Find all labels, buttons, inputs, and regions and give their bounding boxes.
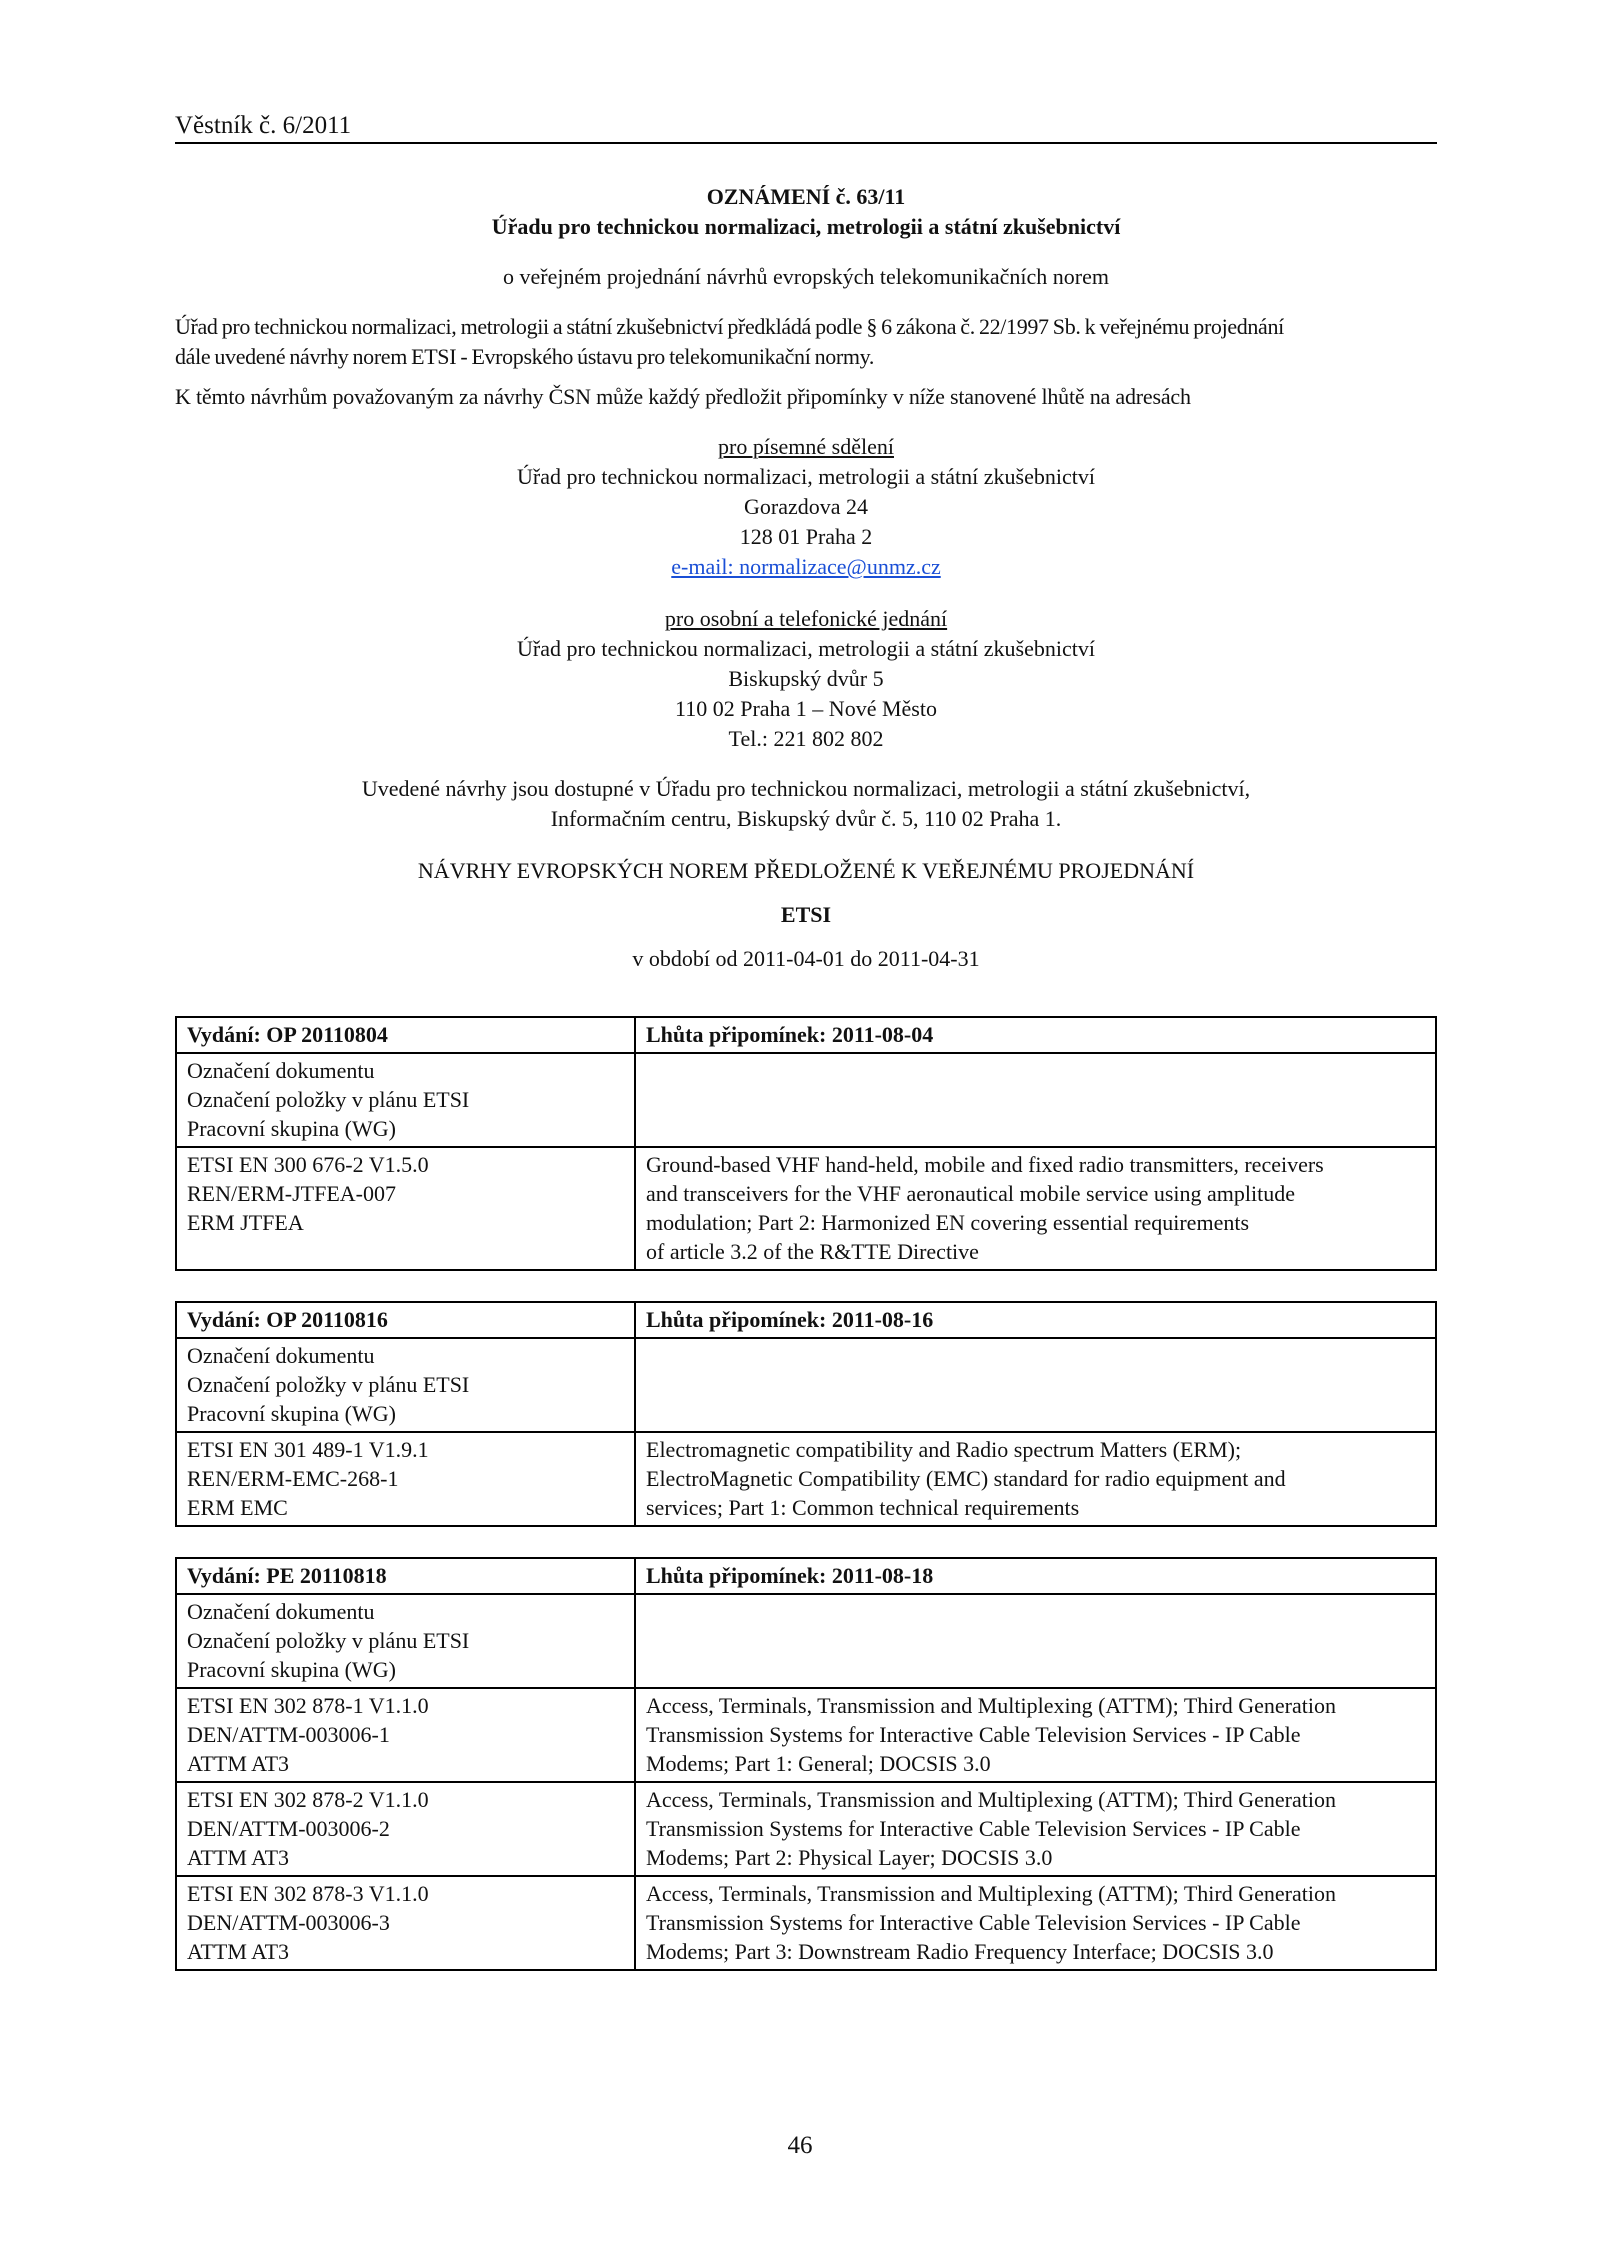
entry-wg: ERM JTFEA: [187, 1210, 304, 1235]
section-org: ETSI: [780, 902, 832, 927]
address-city: 110 02 Praha 1 – Nové Město: [675, 696, 937, 721]
entry-item: DEN/ATTM-003006-3: [187, 1910, 390, 1935]
title-line: Transmission Systems for Interactive Cable Television Services - IP Cable: [646, 1722, 1301, 1747]
entry-item: DEN/ATTM-003006-2: [187, 1816, 390, 1841]
designation-cell: [176, 1688, 635, 1782]
entry-item: DEN/ATTM-003006-1: [187, 1722, 390, 1747]
title-line: Modems; Part 3: Downstream Radio Frequency Interface; DOCSIS 3.0: [646, 1939, 1274, 1964]
designation-cell: [176, 1147, 635, 1270]
standards-tables: [175, 1016, 1437, 1971]
table-row: [176, 1147, 1436, 1270]
intro-paragraph: [175, 312, 1437, 372]
entry-doc: ETSI EN 302 878-3 V1.1.0: [187, 1881, 429, 1906]
deadline-cell: Lhůta připomínek: 2011-08-18: [635, 1558, 1436, 1594]
title-cell: [635, 1688, 1436, 1782]
entry-wg: ATTM AT3: [187, 1939, 290, 1964]
title-cell: [635, 1147, 1436, 1270]
empty-cell: [635, 1338, 1436, 1432]
entry-doc: ETSI EN 302 878-2 V1.1.0: [187, 1787, 429, 1812]
table-row: [176, 1432, 1436, 1526]
label-doc: Označení dokumentu: [187, 1599, 375, 1624]
address-city: 128 01 Praha 2: [739, 524, 873, 549]
table-label-row: [176, 1053, 1436, 1147]
label-wg: Pracovní skupina (WG): [187, 1401, 396, 1426]
title-cell: [635, 1432, 1436, 1526]
deadline-cell: Lhůta připomínek: 2011-08-16: [635, 1302, 1436, 1338]
title-cell: [635, 1876, 1436, 1970]
label-cell: [176, 1053, 635, 1147]
document-body: [175, 182, 1437, 2001]
empty-cell: [635, 1053, 1436, 1147]
address-org: Úřad pro technickou normalizaci, metrologii a státní zkušebnictví: [517, 464, 1095, 489]
label-item: Označení položky v plánu ETSI: [187, 1087, 470, 1112]
entry-item: REN/ERM-JTFEA-007: [187, 1181, 396, 1206]
availability-note: [175, 774, 1437, 834]
title-line: modulation; Part 2: Harmonized EN covering essential requirements: [646, 1210, 1250, 1235]
table-row: [176, 1876, 1436, 1970]
table-row: [176, 1688, 1436, 1782]
address-org: Úřad pro technickou normalizaci, metrologii a státní zkušebnictví: [517, 636, 1095, 661]
comments-paragraph: K těmto návrhům považovaným za návrhy ČSN může každý předložit připomínky v níže stanovené lhůtě na adresách: [175, 384, 1191, 409]
intro-line: dále uvedené návrhy norem ETSI - Evropského ústavu pro telekomunikační normy.: [175, 344, 875, 369]
title-line: ElectroMagnetic Compatibility (EMC) standard for radio equipment and: [646, 1466, 1286, 1491]
title-line: Access, Terminals, Transmission and Multiplexing (ATTM); Third Generation: [646, 1693, 1336, 1718]
standards-table: [175, 1016, 1437, 1271]
designation-cell: [176, 1432, 635, 1526]
title-line: Ground-based VHF hand-held, mobile and fixed radio transmitters, receivers: [646, 1152, 1324, 1177]
issue-cell: Vydání: OP 20110804: [176, 1017, 635, 1053]
address-written: [175, 432, 1437, 582]
label-doc: Označení dokumentu: [187, 1058, 375, 1083]
section-period: v období od 2011-04-01 do 2011-04-31: [632, 946, 980, 971]
table-row: [176, 1782, 1436, 1876]
issue-cell: Vydání: OP 20110816: [176, 1302, 635, 1338]
title-line: of article 3.2 of the R&TTE Directive: [646, 1239, 979, 1264]
email-link[interactable]: e-mail: normalizace@unmz.cz: [671, 554, 941, 579]
standards-table: [175, 1301, 1437, 1527]
entry-wg: ATTM AT3: [187, 1751, 290, 1776]
deadline-cell: Lhůta připomínek: 2011-08-04: [635, 1017, 1436, 1053]
table-header-row: [176, 1017, 1436, 1053]
section-heading: NÁVRHY EVROPSKÝCH NOREM PŘEDLOŽENÉ K VEŘEJNÉMU PROJEDNÁNÍ: [417, 858, 1195, 883]
label-item: Označení položky v plánu ETSI: [187, 1628, 470, 1653]
title-line: Transmission Systems for Interactive Cable Television Services - IP Cable: [646, 1910, 1301, 1935]
label-wg: Pracovní skupina (WG): [187, 1657, 396, 1682]
table-header-row: [176, 1558, 1436, 1594]
address-street: Gorazdova 24: [743, 494, 868, 519]
entry-wg: ERM EMC: [187, 1495, 288, 1520]
designation-cell: [176, 1782, 635, 1876]
address-street: Biskupský dvůr 5: [728, 666, 884, 691]
entry-doc: ETSI EN 302 878-1 V1.1.0: [187, 1693, 429, 1718]
table-header-row: [176, 1302, 1436, 1338]
entry-wg: ATTM AT3: [187, 1845, 290, 1870]
title-cell: [635, 1782, 1436, 1876]
label-wg: Pracovní skupina (WG): [187, 1116, 396, 1141]
title-line: services; Part 1: Common technical requirements: [646, 1495, 1080, 1520]
title-line: Access, Terminals, Transmission and Multiplexing (ATTM); Third Generation: [646, 1881, 1336, 1906]
page-number: 46: [787, 2132, 813, 2159]
label-doc: Označení dokumentu: [187, 1343, 375, 1368]
address-heading: pro písemné sdělení: [718, 434, 894, 459]
entry-doc: ETSI EN 301 489-1 V1.9.1: [187, 1437, 429, 1462]
address-heading: pro osobní a telefonické jednání: [664, 606, 948, 631]
notice-title: OZNÁMENÍ č. 63/11: [706, 184, 906, 209]
title-line: Electromagnetic compatibility and Radio spectrum Matters (ERM);: [646, 1437, 1242, 1462]
designation-cell: [176, 1876, 635, 1970]
address-personal: [175, 604, 1437, 754]
entry-doc: ETSI EN 300 676-2 V1.5.0: [187, 1152, 429, 1177]
running-header: Věstník č. 6/2011: [175, 112, 1437, 144]
empty-cell: [635, 1594, 1436, 1688]
title-line: and transceivers for the VHF aeronautical mobile service using amplitude: [646, 1181, 1295, 1206]
notice-subject: o veřejném projednání návrhů evropských telekomunikačních norem: [502, 264, 1110, 289]
label-cell: [176, 1594, 635, 1688]
issue-cell: Vydání: PE 20110818: [176, 1558, 635, 1594]
standards-table: [175, 1557, 1437, 1971]
label-cell: [176, 1338, 635, 1432]
availability-line: Uvedené návrhy jsou dostupné v Úřadu pro technickou normalizaci, metrologii a státní zkušebnictví,: [361, 776, 1251, 801]
title-line: Transmission Systems for Interactive Cable Television Services - IP Cable: [646, 1816, 1301, 1841]
label-item: Označení položky v plánu ETSI: [187, 1372, 470, 1397]
entry-item: REN/ERM-EMC-268-1: [187, 1466, 399, 1491]
notice-authority: Úřadu pro technickou normalizaci, metrologii a státní zkušebnictví: [491, 214, 1121, 239]
title-line: Modems; Part 1: General; DOCSIS 3.0: [646, 1751, 991, 1776]
address-phone: Tel.: 221 802 802: [728, 726, 884, 751]
title-line: Modems; Part 2: Physical Layer; DOCSIS 3.0: [646, 1845, 1053, 1870]
title-line: Access, Terminals, Transmission and Multiplexing (ATTM); Third Generation: [646, 1787, 1336, 1812]
availability-line: Informačním centru, Biskupský dvůr č. 5, 110 02 Praha 1.: [550, 806, 1062, 831]
table-label-row: [176, 1594, 1436, 1688]
intro-line: Úřad pro technickou normalizaci, metrologii a státní zkušebnictví předkládá podle § 6 zákona č. 22/1997 Sb. k veřejnému projednání: [175, 314, 1284, 339]
table-label-row: [176, 1338, 1436, 1432]
